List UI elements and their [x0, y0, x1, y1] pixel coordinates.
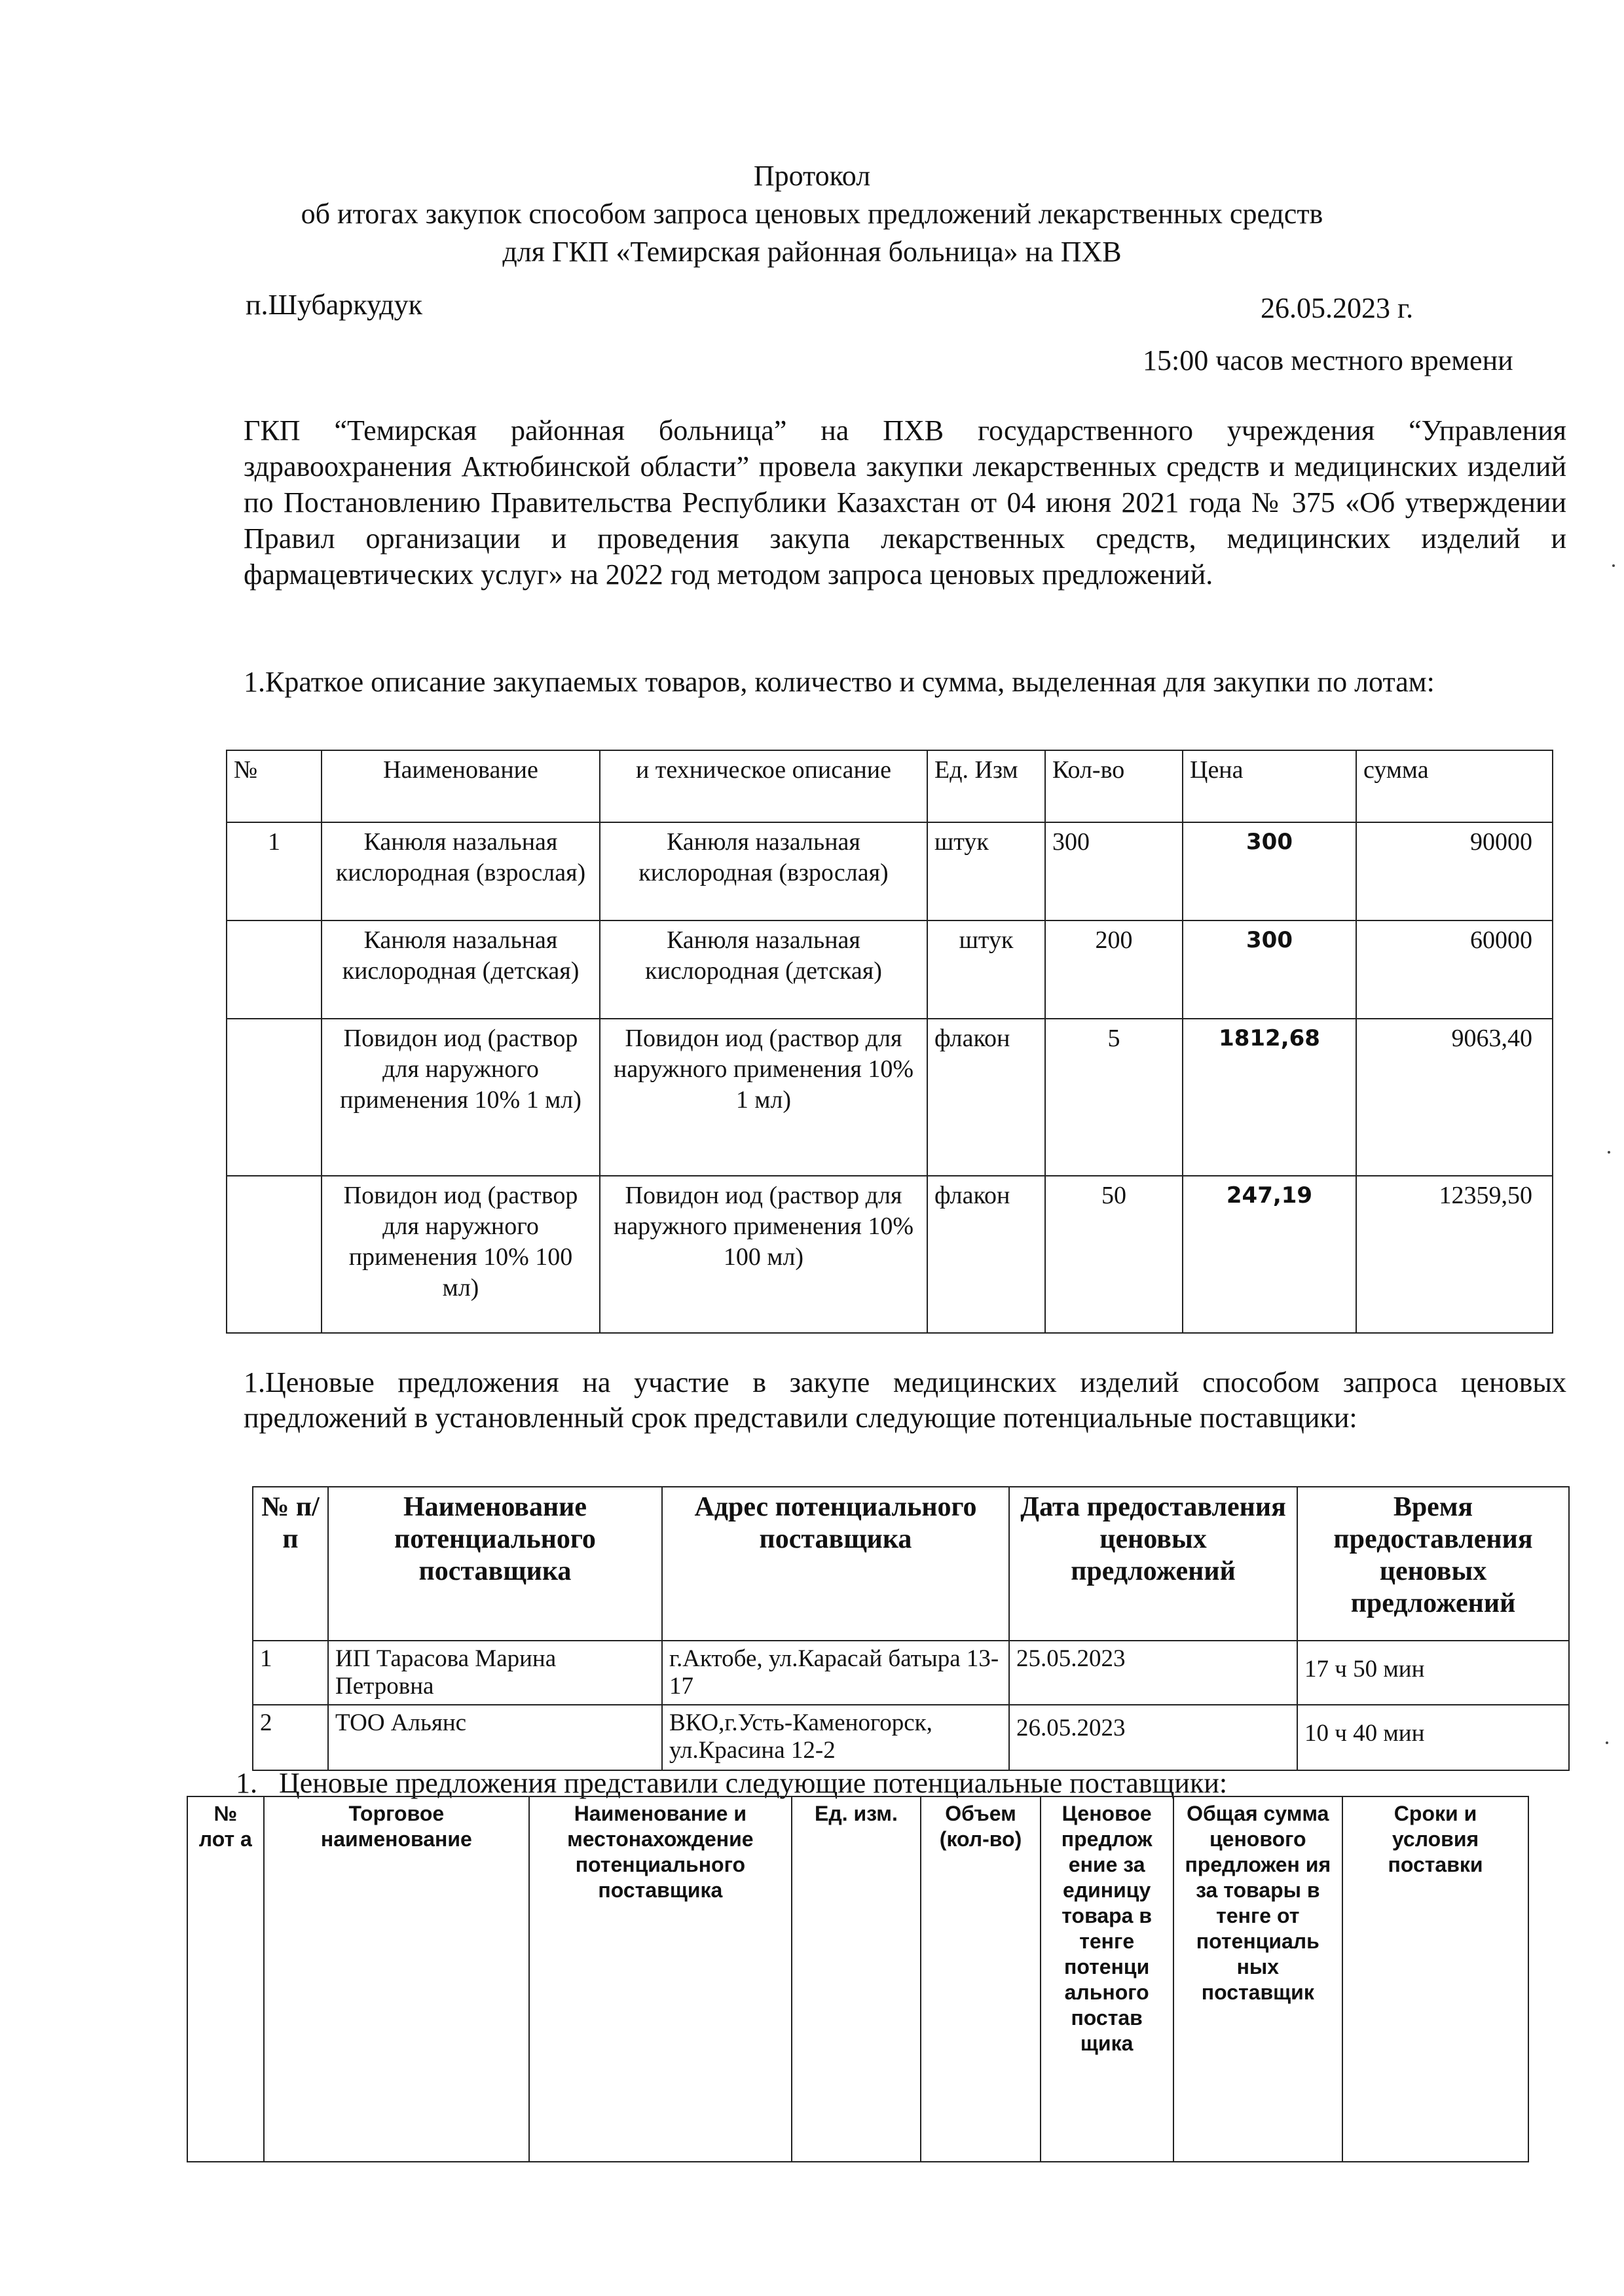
place: п.Шубаркудук: [246, 289, 423, 321]
cell-unit: штук: [927, 822, 1045, 920]
date: 26.05.2023 г.: [1261, 292, 1414, 324]
table-header-row: [227, 750, 1553, 822]
document-title: [0, 157, 1624, 271]
cell-unit: флакон: [927, 1176, 1045, 1333]
cell-no: 2: [253, 1705, 328, 1770]
col-supplier-name: Наименование потенциального поставщика: [328, 1487, 662, 1641]
cell-price: 1812,68: [1183, 1019, 1356, 1176]
cell-name: Повидон иод (раствор для наружного применения 10% 1 мл): [322, 1019, 600, 1176]
col-sum: сумма: [1356, 750, 1553, 822]
title-line-1: Протокол: [753, 160, 871, 192]
cell-qty: 300: [1045, 822, 1183, 920]
cell-unit: штук: [927, 920, 1045, 1019]
cell-sum: 12359,50: [1356, 1176, 1553, 1333]
cell-desc: Канюля назальная кислородная (взрослая): [600, 822, 927, 920]
table-row: [227, 920, 1553, 1019]
col-trade-name: Торговое наименование: [264, 1796, 530, 2162]
cell-date: 26.05.2023: [1009, 1705, 1297, 1770]
cell-no: [227, 920, 322, 1019]
col-number: №: [227, 750, 322, 822]
cell-qty: 50: [1045, 1176, 1183, 1333]
col-number: № п/п: [253, 1487, 328, 1641]
title-line-3: для ГКП «Темирская районная больница» на ПХВ: [502, 236, 1122, 268]
col-submission-date: Дата предоставления ценовых предложений: [1009, 1487, 1297, 1641]
table-row: [227, 1176, 1553, 1333]
cell-supplier-name: ТОО Альянс: [328, 1705, 662, 1770]
intro-paragraph: ГКП “Темирская районная больница” на ПХВ государственного учреждения “Управления здравоохранения Актюбинской области” провела закупки лекарственных средств и медицинских изделий по Постановлению Правительства Республики Казахстан от 04 июня 2021 года № 375 «Об утверждении Правил организации и проведения закупа лекарственных средств, медицинских изделий и фармацевтических услуг» на 2022 год методом запроса ценовых предложений.: [244, 414, 1566, 591]
cell-desc: Канюля назальная кислородная (детская): [600, 920, 927, 1019]
cell-price: 300: [1183, 822, 1356, 920]
col-delivery-terms: Сроки и условия поставки: [1342, 1796, 1528, 2162]
cell-price: 300: [1183, 920, 1356, 1019]
cell-name: Канюля назальная кислородная (взрослая): [322, 822, 600, 920]
col-description: и техническое описание: [600, 750, 927, 822]
cell-sum: 90000: [1356, 822, 1553, 920]
col-supplier-name-location: Наименование и местонахождение потенциального поставщика: [529, 1796, 791, 2162]
table-header-row: [187, 1796, 1528, 2162]
table-row: [227, 822, 1553, 920]
cell-desc: Повидон иод (раствор для наружного применения 10% 1 мл): [600, 1019, 927, 1176]
table-row: [253, 1705, 1569, 1770]
cell-sum: 60000: [1356, 920, 1553, 1019]
price-offers-table: [187, 1796, 1529, 2162]
cell-desc: Повидон иод (раствор для наружного применения 10% 100 мл): [600, 1176, 927, 1333]
cell-qty: 5: [1045, 1019, 1183, 1176]
col-unit: Ед. Изм: [927, 750, 1045, 822]
col-volume: Объем (кол-во): [921, 1796, 1040, 2162]
cell-no: 1: [227, 822, 322, 920]
title-line-2: об итогах закупок способом запроса ценовых предложений лекарственных средств: [301, 198, 1323, 230]
cell-price: 247,19: [1183, 1176, 1356, 1333]
cell-no: [227, 1176, 322, 1333]
cell-qty: 200: [1045, 920, 1183, 1019]
cell-unit: флакон: [927, 1019, 1045, 1176]
col-lot-number: № лот а: [187, 1796, 264, 2162]
col-unit: Ед. изм.: [792, 1796, 921, 2162]
section3-text: Ценовые предложения представили следующие потенциальные поставщики:: [279, 1767, 1228, 1799]
cell-address: ВКО,г.Усть-Каменогорск, ул.Красина 12-2: [662, 1705, 1009, 1770]
cell-supplier-name: ИП Тарасова Марина Петровна: [328, 1641, 662, 1705]
cell-time: 10 ч 40 мин: [1297, 1705, 1569, 1770]
table-header-row: [253, 1487, 1569, 1641]
section1-text: 1.Краткое описание закупаемых товаров, количество и сумма, выделенная для закупки по лотам:: [244, 666, 1435, 698]
scan-mark: [1606, 1741, 1608, 1744]
table-row: [253, 1641, 1569, 1705]
col-supplier-address: Адрес потенциального поставщика: [662, 1487, 1009, 1641]
col-price: Цена: [1183, 750, 1356, 822]
col-total-sum: Общая сумма ценового предложен ия за товары в тенге от потенциаль ных поставщик: [1173, 1796, 1343, 2162]
cell-no: 1: [253, 1641, 328, 1705]
suppliers-table: [252, 1486, 1570, 1771]
section2-text: 1.Ценовые предложения на участие в закупе медицинских изделий способом запроса ценовых предложений в установленный срок представили следующие потенциальные поставщики:: [244, 1366, 1566, 1434]
cell-name: Канюля назальная кислородная (детская): [322, 920, 600, 1019]
cell-sum: 9063,40: [1356, 1019, 1553, 1176]
scan-mark: [1608, 1151, 1610, 1154]
col-unit-price: Ценовое предлож ение за единицу товара в тенге потенци ального постав щика: [1041, 1796, 1173, 2162]
table-row: [227, 1019, 1553, 1176]
lots-table: [226, 750, 1553, 1334]
cell-address: г.Актобе, ул.Карасай батыра 13-17: [662, 1641, 1009, 1705]
cell-date: 25.05.2023: [1009, 1641, 1297, 1705]
cell-no: [227, 1019, 322, 1176]
cell-time: 17 ч 50 мин: [1297, 1641, 1569, 1705]
list-number: 1.: [236, 1767, 257, 1799]
col-qty: Кол-во: [1045, 750, 1183, 822]
cell-name: Повидон иод (раствор для наружного применения 10% 100 мл): [322, 1176, 600, 1333]
scan-mark: [1612, 564, 1615, 567]
section3-heading: [236, 1766, 1227, 1800]
col-submission-time: Время предоставления ценовых предложений: [1297, 1487, 1569, 1641]
col-name: Наименование: [322, 750, 600, 822]
time: 15:00 часов местного времени: [1143, 344, 1513, 376]
